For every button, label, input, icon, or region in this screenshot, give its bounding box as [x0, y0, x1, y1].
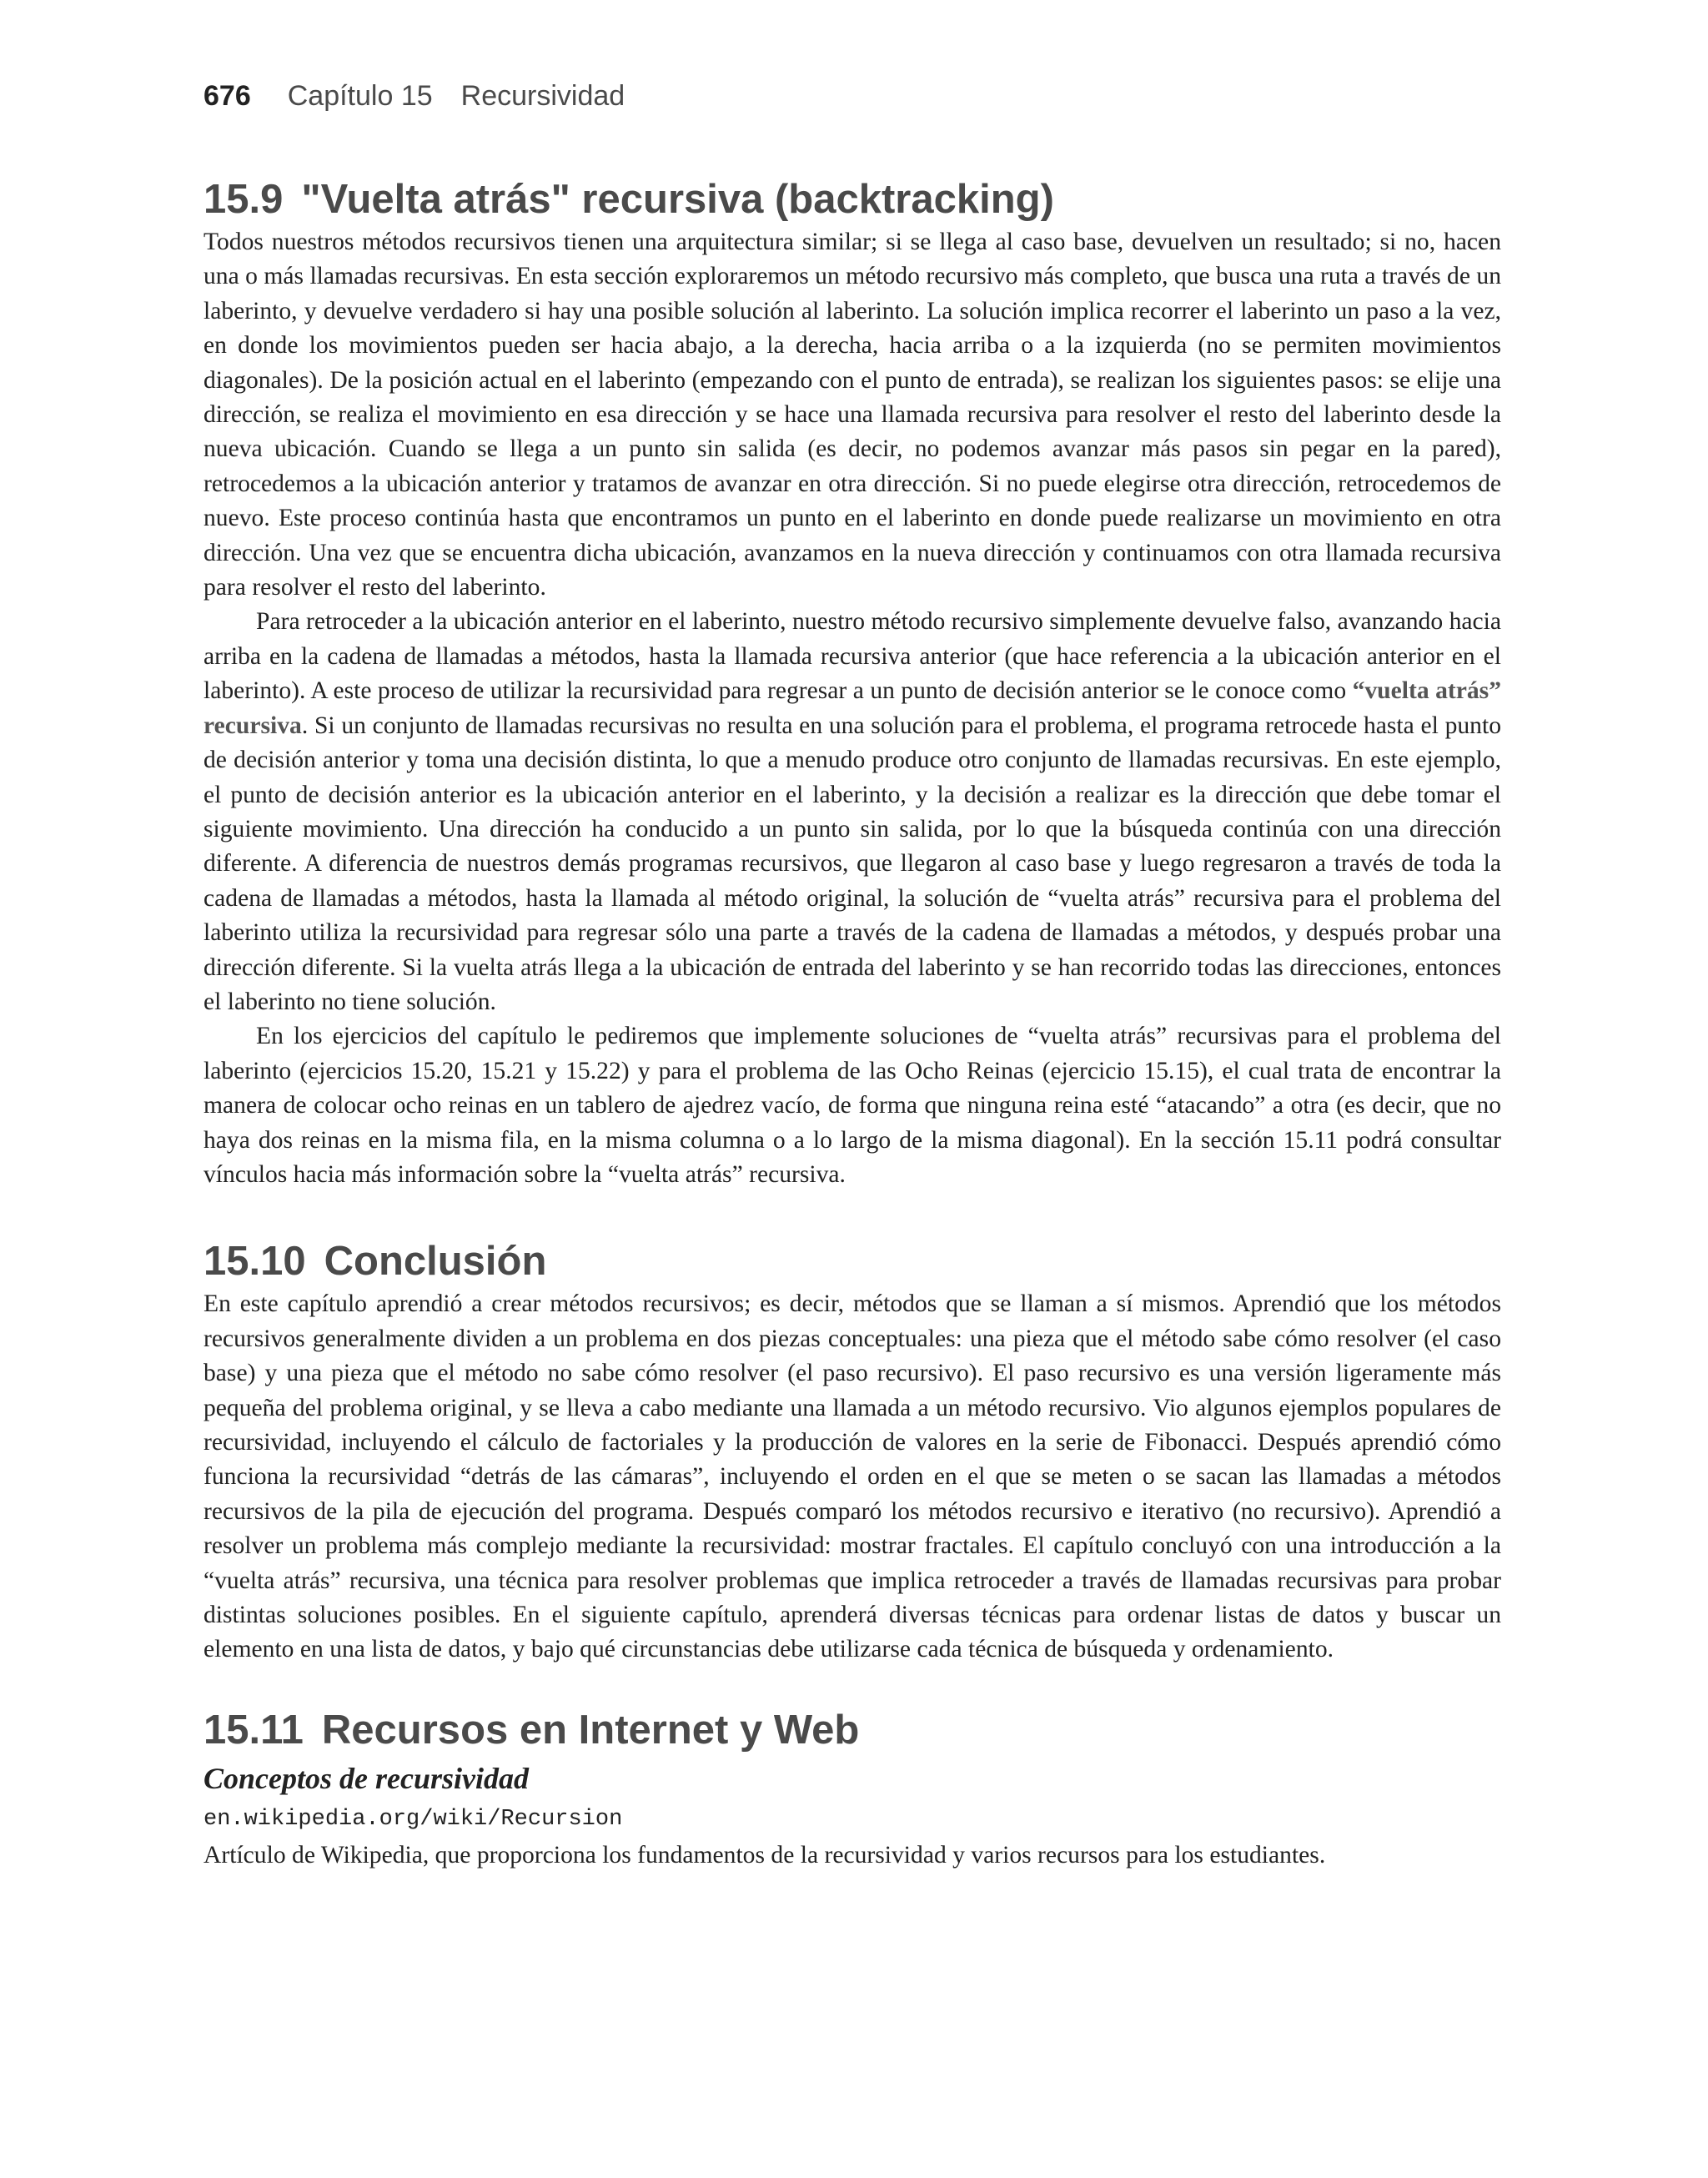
running-header — [203, 80, 625, 113]
resource-url: en.wikipedia.org/wiki/Recursion — [203, 1806, 623, 1832]
page-content — [203, 174, 1501, 1873]
chapter-label: Capítulo 15 — [287, 80, 433, 112]
section-title: "Vuelta atrás" recursiva (backtracking) — [301, 177, 1054, 222]
section-number: 15.10 — [203, 1239, 306, 1285]
page-number: 676 — [203, 80, 251, 112]
paragraph-text: Para retroceder a la ubicación anterior en el laberinto, nuestro método recursivo simplemente devuelve falso, avanzando hacia arriba en la cadena de llamadas a métodos, hasta la llamada recursiva anterior (que hace referencia a la ubicación anterior en el laberinto). A este proceso de utilizar la recursividad para regresar a un punto de decisión anterior se le conoce como — [203, 608, 1501, 705]
chapter-title: Recursividad — [460, 80, 625, 112]
section-title: Recursos en Internet y Web — [321, 1707, 860, 1753]
paragraph-conclusion: En este capítulo aprendió a crear métodos recursivos; es decir, métodos que se llaman a sí mismos. Aprendió que los métodos recursivos generalmente dividen a un problema en dos piezas conceptuales: una pieza que el método sabe cómo resolver (el caso base) y una pieza que el método no sabe cómo resolver (el paso recursivo). El paso recursivo es una versión ligeramente más pequeña del problema original, y se lleva a cabo mediante una llamada a un método recursivo. Vio algunos ejemplos populares de recursividad, incluyendo el cálculo de factoriales y la producción de valores en la serie de Fibonacci. Después aprendió cómo funciona la recursividad “detrás de las cámaras”, incluyendo el orden en el que se meten o se sacan las llamadas a métodos recursivos de la pila de ejecución del programa. Después comparó los métodos recursivo e iterativo (no recursivo). Aprendió a resolver un problema más complejo mediante la recursividad: mostrar fractales. El capítulo concluyó con una introducción a la “vuelta atrás” recursiva, una técnica para resolver problemas que implica retroceder a través de llamadas recursivas para probar distintas soluciones posibles. En el siguiente capítulo, aprenderá diversas técnicas para ordenar listas de datos y buscar un elemento en una lista de datos, y bajo qué circunstancias debe utilizarse cada técnica de búsqueda y ordenamiento. — [203, 1290, 1501, 1663]
section-spacer — [203, 1192, 1501, 1235]
section-heading-15-9 — [203, 174, 1501, 225]
paragraph-backtracking-exercises: En los ejercicios del capítulo le pediremos que implemente soluciones de “vuelta atrás” recursivas para el problema del laberinto (ejercicios 15.20, 15.21 y 15.22) y para el problema de las Ocho Reinas (ejercicio 15.15), el cual trata de encontrar la manera de colocar ocho reinas en un tablero de ajedrez vacío, de forma que ninguna reina esté “atacando” a otra (es decir, que no haya dos reinas en la misma fila, en la misma columna o a lo largo de la misma diagonal). En la sección 15.11 podrá consultar vínculos hacia más información sobre la “vuelta atrás” recursiva. — [203, 1023, 1501, 1188]
resource-description: Artículo de Wikipedia, que proporciona los fundamentos de la recursividad y varios recursos para los estudiantes. — [203, 1841, 1326, 1869]
paragraph-backtracking-intro: Todos nuestros métodos recursivos tienen una arquitectura similar; si se llega al caso base, devuelven un resultado; si no, hacen una o más llamadas recursivas. En esta sección exploraremos un método recursivo más completo, que busca una ruta a través de un laberinto, y devuelve verdadero si hay una posible solución al laberinto. La solución implica recorrer el laberinto un paso a la vez, en donde los movimientos pueden ser hacia abajo, a la derecha, hacia arriba o a la izquierda (no se permiten movimientos diagonales). De la posición actual en el laberinto (empezando con el punto de entrada), se realizan los siguientes pasos: se elije una dirección, se realiza el movimiento en esa dirección y se hace una llamada recursiva para resolver el resto del laberinto desde la nueva ubicación. Cuando se llega a un punto sin salida (es decir, no podemos avanzar más pasos sin pegar en la pared), retrocedemos a la ubicación anterior y tratamos de avanzar en otra dirección. Si no puede elegirse otra dirección, retrocedemos de nuevo. Este proceso continúa hasta que encontramos un punto en el laberinto en donde puede realizarse un movimiento en otra dirección. Una vez que se encuentra dicha ubicación, avanzamos en la nueva dirección y continuamos con otra llamada recursiva para resolver el resto del laberinto. — [203, 229, 1501, 601]
section-heading-15-10 — [203, 1235, 1501, 1287]
subheading-recursion-concepts: Conceptos de recursividad — [203, 1761, 529, 1795]
paragraph-backtracking-explanation — [203, 605, 1501, 1019]
section-spacer — [203, 1667, 1501, 1704]
key-term: “vuelta atrás” recursiva — [203, 677, 1501, 739]
section-heading-15-11 — [203, 1704, 1501, 1756]
section-number: 15.9 — [203, 177, 284, 222]
paragraph-text: . Si un conjunto de llamadas recursivas no resulta en una solución para el problema, el programa retrocede hasta el punto de decisión anterior y toma una decisión distinta, lo que a menudo produce otro conjunto de llamadas recursivas. En este ejemplo, el punto de decisión anterior es la ubicación anterior en el laberinto, y la decisión a realizar es la dirección que debe tomar el siguiente movimiento. Una dirección ha conducido a un punto sin salida, por lo que la búsqueda continúa con una dirección diferente. A diferencia de nuestros demás programas recursivos, que llegaron al caso base y luego regresaron a través de toda la cadena de llamadas a métodos, hasta la llamada al método original, la solución de “vuelta atrás” recursiva para el problema del laberinto utiliza la recursividad para regresar sólo una parte a través de la cadena de llamadas a métodos, y después probar una dirección diferente. Si la vuelta atrás llega a la ubicación de entrada del laberinto y se han recorrido todas las direcciones, entonces el laberinto no tiene solución. — [203, 712, 1501, 1015]
section-title: Conclusión — [324, 1239, 547, 1285]
section-number: 15.11 — [203, 1707, 304, 1753]
